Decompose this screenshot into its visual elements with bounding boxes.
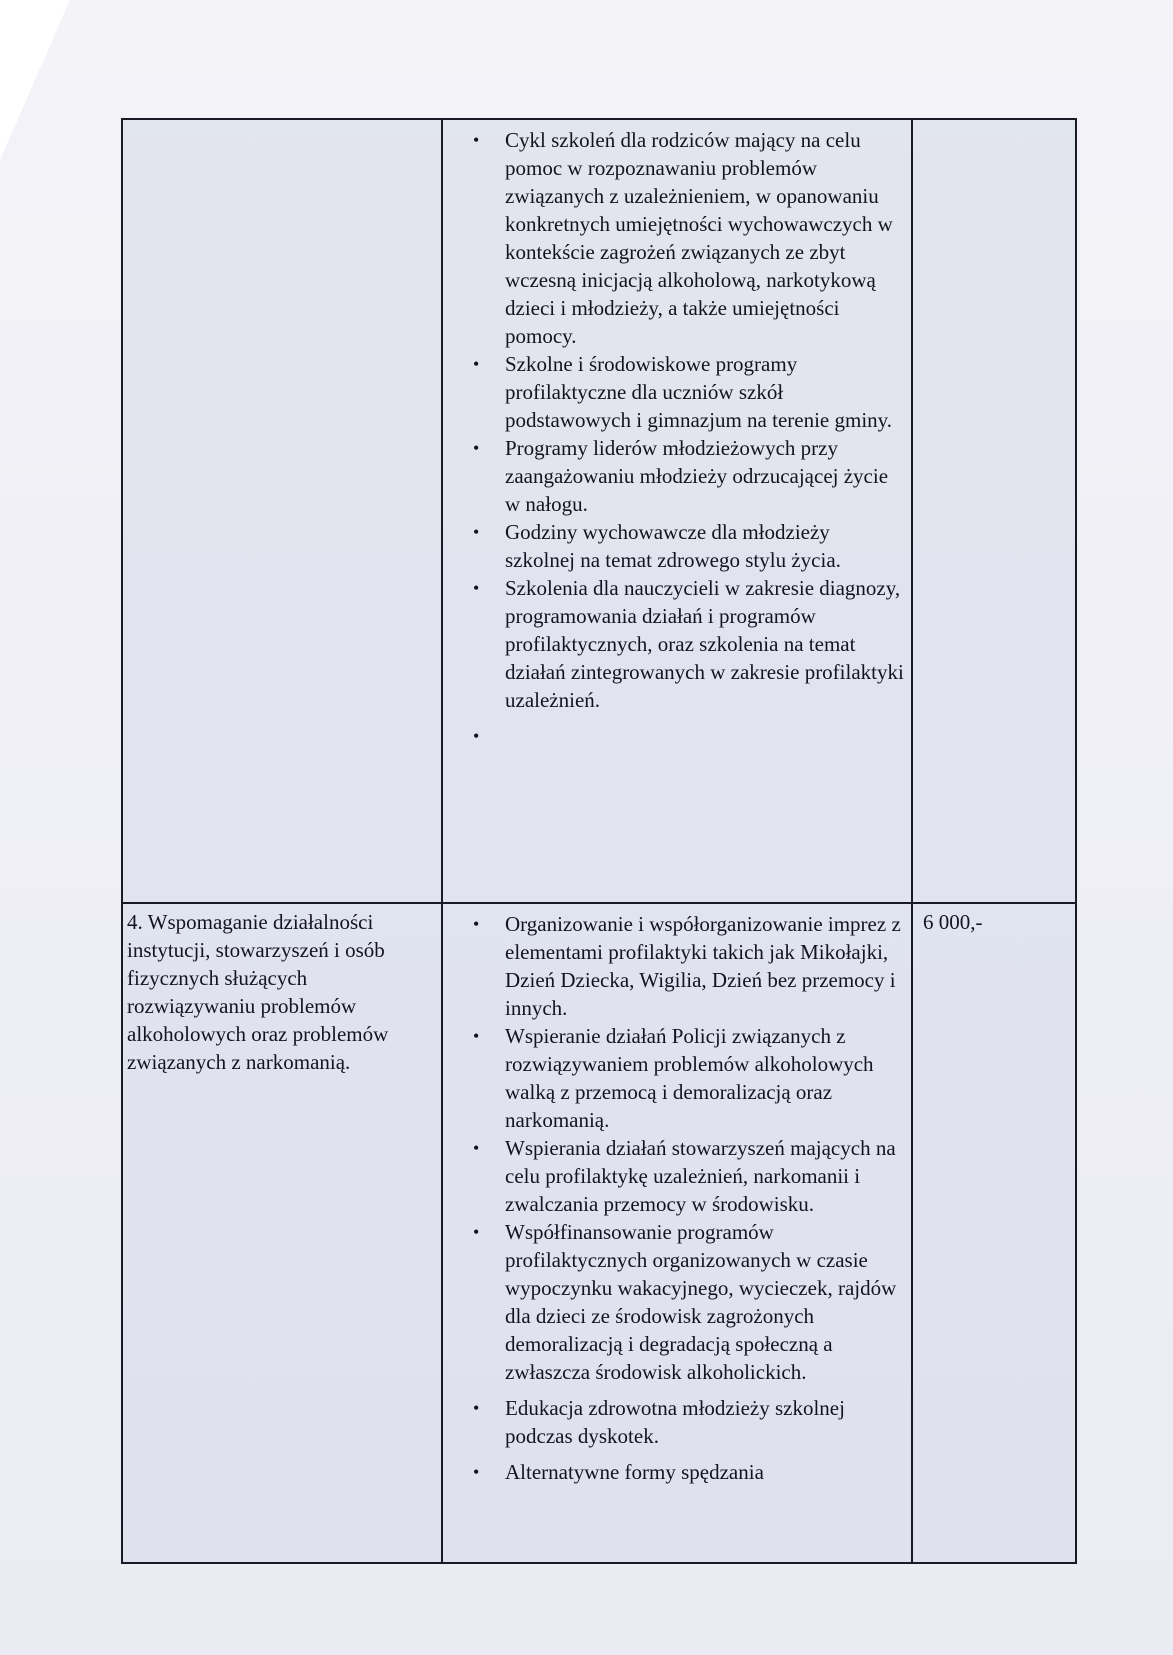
- bullet-icon: •: [473, 1138, 480, 1158]
- bullet-icon: •: [473, 438, 480, 458]
- list-item: [443, 722, 905, 750]
- activity-text: Współfinansowanie programów profilaktycznych organizowanych w czasie wypoczynku wakacyjnego, wycieczek, rajdów dla dzieci ze środowisk zagrożonych demoralizacją i degradacją społeczną a zwłaszcza środowisk alkoholickich.: [505, 1220, 897, 1384]
- activity-text: Szkolenia dla nauczycieli w zakresie diagnozy, programowania działań i programów profilaktycznych, oraz szkolenia na temat działań zintegrowanych w zakresie profilaktyki uzależnień.: [505, 576, 904, 712]
- list-item: [443, 1134, 905, 1218]
- bullet-icon: •: [473, 130, 480, 150]
- list-item: [443, 1458, 905, 1486]
- amount-value: [913, 120, 1075, 124]
- activity-text: Alternatywne formy spędzania: [505, 1460, 764, 1484]
- activity-text: Wspieranie działań Policji związanych z rozwiązywaniem problemów alkoholowych walką z przemocą i demoralizacją oraz narkomanią.: [505, 1024, 874, 1132]
- bullet-icon: •: [473, 1462, 480, 1482]
- task-description: 4. Wspomaganie działalności instytucji, stowarzyszeń i osób fizycznych służących rozwiązywaniu problemów alkoholowych oraz problemów związanych z narkomanią.: [127, 910, 389, 1074]
- list-item: [443, 574, 905, 714]
- table-row: [122, 119, 1076, 903]
- activities-cell: [442, 903, 912, 1563]
- activity-text: Cykl szkoleń dla rodziców mający na celu pomoc w rozpoznawaniu problemów związanych z uzależnieniem, w opanowaniu konkretnych umiejętności wychowawczych w kontekście zagrożeń związanych ze zbyt wczesną inicjacją alkoholową, narkotykową dzieci i młodzieży, a także umiejętności pomocy.: [505, 128, 893, 348]
- task-description: [123, 120, 441, 124]
- list-item: [443, 350, 905, 434]
- list-item: [443, 1394, 905, 1450]
- activities-cell: [442, 119, 912, 903]
- task-cell: [122, 903, 442, 1563]
- bullet-icon: •: [473, 522, 480, 542]
- amount-value: 6 000,-: [923, 910, 983, 934]
- bullet-icon: •: [473, 1222, 480, 1242]
- activity-text: Godziny wychowawcze dla młodzieży szkolnej na temat zdrowego stylu życia.: [505, 520, 841, 572]
- list-item: [443, 910, 905, 1022]
- list-item: [443, 518, 905, 574]
- list-item: [443, 1022, 905, 1134]
- bullet-icon: •: [473, 1026, 480, 1046]
- task-cell: [122, 119, 442, 903]
- activity-list: [443, 120, 911, 750]
- program-table: [121, 118, 1077, 1564]
- amount-cell: [912, 119, 1076, 903]
- page-corner-fold: [0, 0, 70, 160]
- activity-text: Edukacja zdrowotna młodzieży szkolnej podczas dyskotek.: [505, 1396, 845, 1448]
- table-row: [122, 903, 1076, 1563]
- amount-cell: [912, 903, 1076, 1563]
- activity-text: Wspierania działań stowarzyszeń mających na celu profilaktykę uzależnień, narkomanii i zwalczania przemocy w środowisku.: [505, 1136, 896, 1216]
- list-item: [443, 1218, 905, 1386]
- bullet-icon: •: [473, 578, 480, 598]
- list-item: [443, 126, 905, 350]
- bullet-icon: •: [473, 354, 480, 374]
- activity-text: Szkolne i środowiskowe programy profilaktyczne dla uczniów szkół podstawowych i gimnazjum na terenie gminy.: [505, 352, 893, 432]
- activity-text: Programy liderów młodzieżowych przy zaangażowaniu młodzieży odrzucającej życie w nałogu.: [505, 436, 889, 516]
- activity-list: [443, 904, 911, 1486]
- bullet-icon: •: [473, 726, 480, 746]
- list-item: [443, 434, 905, 518]
- bullet-icon: •: [473, 914, 480, 934]
- bullet-icon: •: [473, 1398, 480, 1418]
- activity-text: Organizowanie i współorganizowanie imprez z elementami profilaktyki takich jak Mikołajki, Dzień Dziecka, Wigilia, Dzień bez przemocy i innych.: [505, 912, 901, 1020]
